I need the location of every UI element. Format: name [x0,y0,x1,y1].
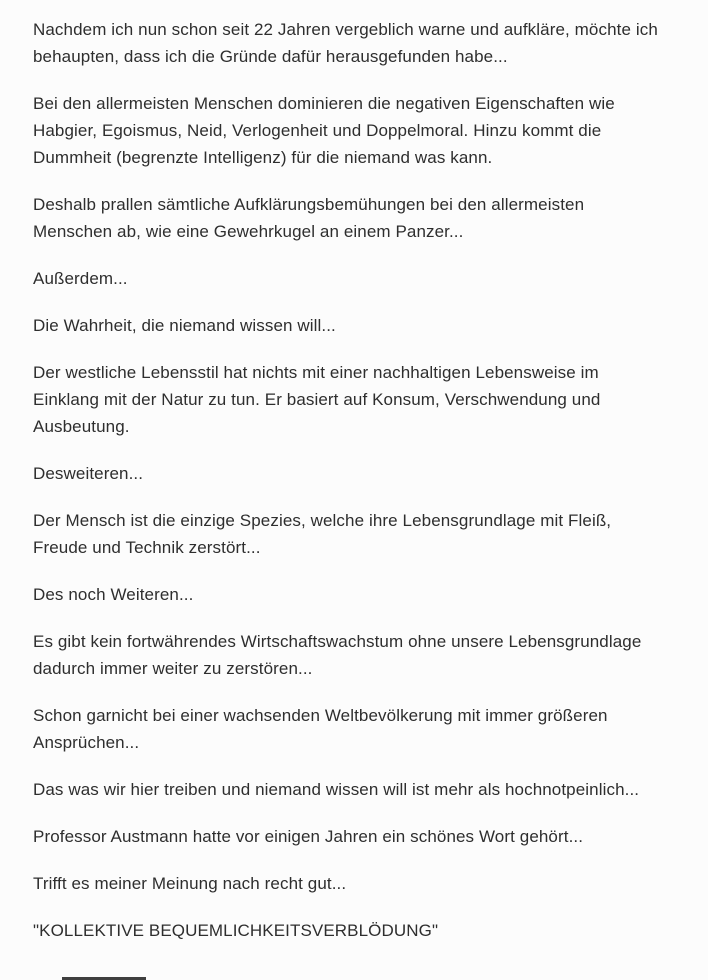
text-line: Ansprüchen... [33,733,140,752]
text-line: Dummheit (begrenzte Intelligenz) für die niemand was kann. [33,148,493,167]
paragraph [33,90,680,171]
text-line: Trifft es meiner Meinung nach recht gut... [33,874,347,893]
paragraph [33,917,680,944]
text-line: Habgier, Egoismus, Neid, Verlogenheit und Doppelmoral. Hinzu kommt die [33,121,602,140]
text-line: dadurch immer weiter zu zerstören... [33,659,313,678]
text-line: Deshalb prallen sämtliche Aufklärungsbemühungen bei den allermeisten [33,195,585,214]
paragraph [33,507,680,561]
paragraph [33,191,680,245]
text-line: Der westliche Lebensstil hat nichts mit einer nachhaltigen Lebensweise im [33,363,599,382]
paragraph [33,823,680,850]
text-line: Ausbeutung. [33,417,130,436]
text-line: Einklang mit der Natur zu tun. Er basiert auf Konsum, Verschwendung und [33,390,601,409]
text-line: Es gibt kein fortwährendes Wirtschaftswachstum ohne unsere Lebensgrundlage [33,632,642,651]
text-line: Die Wahrheit, die niemand wissen will... [33,316,336,335]
text-line: Nachdem ich nun schon seit 22 Jahren vergeblich warne und aufkläre, möchte ich [33,20,658,39]
paragraph [33,359,680,440]
text-line: behaupten, dass ich die Gründe dafür herausgefunden habe... [33,47,508,66]
text-line: Des noch Weiteren... [33,585,194,604]
text-line: Außerdem... [33,269,128,288]
paragraph [33,581,680,608]
paragraph [33,702,680,756]
text-line: "KOLLEKTIVE BEQUEMLICHKEITSVERBLÖDUNG" [33,921,439,940]
text-line: Schon garnicht bei einer wachsenden Weltbevölkerung mit immer größeren [33,706,608,725]
text-line: Der Mensch ist die einzige Spezies, welche ihre Lebensgrundlage mit Fleiß, [33,511,612,530]
paragraph [33,265,680,292]
paragraph [33,460,680,487]
paragraph [33,776,680,803]
paragraph [33,628,680,682]
text-line: Bei den allermeisten Menschen dominieren die negativen Eigenschaften wie [33,94,615,113]
text-line: Das was wir hier treiben und niemand wissen will ist mehr als hochnotpeinlich... [33,780,640,799]
text-line: Desweiteren... [33,464,144,483]
text-line: Freude und Technik zerstört... [33,538,261,557]
paragraph [33,870,680,897]
paragraph [33,312,680,339]
text-line: Menschen ab, wie eine Gewehrkugel an einem Panzer... [33,222,464,241]
text-line: Professor Austmann hatte vor einigen Jahren ein schönes Wort gehört... [33,827,584,846]
paragraph [33,16,680,70]
